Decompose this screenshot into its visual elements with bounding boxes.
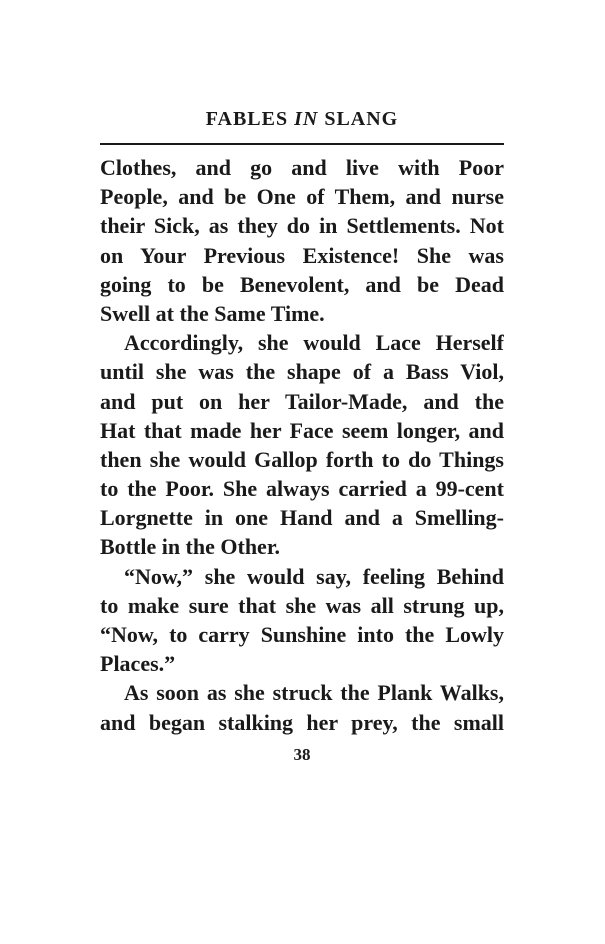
text-line: People, and be One of Them, and nurse bbox=[100, 184, 504, 210]
text-line: Clothes, and go and live with Poor bbox=[100, 155, 504, 180]
running-head-title-part3: SLANG bbox=[324, 108, 399, 130]
header-rule bbox=[100, 143, 504, 145]
body-text bbox=[100, 153, 504, 737]
text-line: and began stalking her prey, the small bbox=[100, 709, 504, 735]
running-head-title-part2: IN bbox=[294, 108, 319, 130]
text-line: on Your Previous Existence! She was bbox=[100, 242, 504, 268]
page-number: 38 bbox=[293, 745, 311, 764]
text-line: Lorgnette in one Hand and a Smelling- bbox=[100, 505, 504, 531]
text-line: As soon as she struck the Plank Walks, bbox=[124, 680, 504, 706]
text-line: “Now,” she would say, feeling Behind bbox=[124, 563, 504, 589]
text-line: “Now, to carry Sunshine into the Lowly bbox=[100, 622, 504, 647]
text-line: Swell at the Same Time. bbox=[100, 300, 325, 326]
text-line: going to be Benevolent, and be Dead bbox=[100, 271, 504, 297]
running-head bbox=[100, 108, 504, 131]
running-head-title-part1: FABLES bbox=[205, 108, 289, 130]
text-line: to make sure that she was all strung up, bbox=[100, 592, 504, 618]
text-line: their Sick, as they do in Settlements. Not bbox=[100, 213, 504, 239]
text-line: Bottle in the Other. bbox=[100, 534, 281, 560]
text-line: Hat that made her Face seem longer, and bbox=[100, 417, 504, 443]
text-line: Places.” bbox=[100, 651, 176, 677]
text-line: to the Poor. She always carried a 99-cent bbox=[100, 476, 504, 502]
text-line: until she was the shape of a Bass Viol, bbox=[100, 359, 504, 385]
text-line: Accordingly, she would Lace Herself bbox=[124, 330, 504, 356]
text-line: and put on her Tailor-Made, and the bbox=[100, 388, 504, 414]
text-line: then she would Gallop forth to do Things bbox=[100, 446, 504, 472]
